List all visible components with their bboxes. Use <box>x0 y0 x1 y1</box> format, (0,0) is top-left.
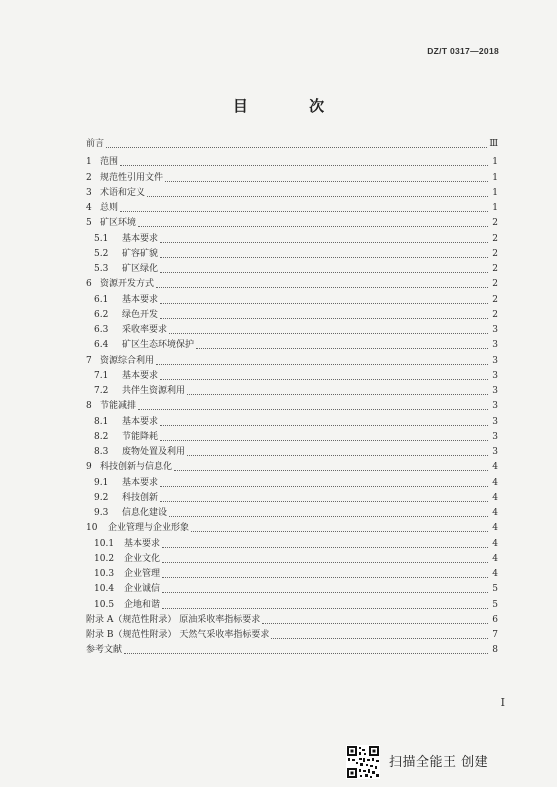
toc-entry-page: 4 <box>492 553 498 564</box>
toc-leader-dots <box>162 569 488 578</box>
toc-entry <box>86 201 498 216</box>
toc-entry-label: 矿容矿貌 <box>122 248 159 259</box>
toc-entry-page: 3 <box>492 370 498 381</box>
toc-entry <box>86 628 498 643</box>
toc-leader-dots <box>160 432 488 441</box>
toc-leader-dots <box>160 493 488 502</box>
toc-entry-page: 1 <box>492 187 498 198</box>
toc-entry <box>86 308 498 323</box>
toc-entry <box>86 323 498 338</box>
toc-entry-label: 基本要求 <box>122 233 159 244</box>
toc-entry-number: 10.3 <box>94 569 115 579</box>
toc-entry <box>86 399 498 414</box>
toc-entry-label: 采收率要求 <box>122 325 168 335</box>
toc-entry-page: 4 <box>492 538 498 549</box>
toc-leader-dots <box>138 218 488 227</box>
toc-leader-dots <box>271 630 488 639</box>
toc-entry-page: 6 <box>492 614 498 625</box>
toc-entry-label: 企业管理与企业形象 <box>108 523 190 534</box>
toc-entry-label: 前言 <box>86 139 105 149</box>
toc-entry-number: 8.1 <box>94 416 109 427</box>
toc-leader-dots <box>160 478 488 487</box>
toc-entry <box>86 354 498 369</box>
toc-entry <box>86 460 498 475</box>
toc-entry-page: 2 <box>492 309 498 320</box>
toc-entry-page: 2 <box>492 248 498 259</box>
toc-entry-number: 4 <box>86 203 92 213</box>
toc-entry-number: 10.5 <box>94 599 115 610</box>
toc-entry-label: 资源开发方式 <box>100 279 155 290</box>
toc-entry-label: 节能减排 <box>100 401 137 412</box>
toc-leader-dots <box>191 523 488 532</box>
toc-entry <box>86 552 498 567</box>
toc-entry-number: 5.1 <box>94 233 109 244</box>
toc-entry <box>86 155 498 170</box>
toc-entry-page: 3 <box>492 447 498 457</box>
page-number: Ⅰ <box>500 696 505 709</box>
toc-leader-dots <box>196 340 488 349</box>
toc-entry-page: 3 <box>492 355 498 366</box>
toc-entry <box>86 567 498 582</box>
toc-entry-number: 5.2 <box>94 248 109 259</box>
toc-entry <box>86 598 498 613</box>
toc-entry-page: 2 <box>492 264 498 274</box>
toc-entry-label: 资源综合利用 <box>100 355 155 366</box>
toc-entry-number: 6.1 <box>94 294 109 305</box>
toc-entry-label: 基本要求 <box>124 538 161 549</box>
toc-entry-number: 8.2 <box>94 431 109 442</box>
toc-entry-page: 3 <box>492 325 498 335</box>
toc-entry-page: 5 <box>492 599 498 610</box>
toc-entry-label: 术语和定义 <box>100 187 146 198</box>
toc-entry <box>86 415 498 430</box>
toc-entry-page: 3 <box>492 340 498 351</box>
toc-entry-page: 3 <box>492 386 498 396</box>
toc-entry <box>86 582 498 597</box>
toc-leader-dots <box>162 584 488 593</box>
toc-entry-number: 7.1 <box>94 370 109 381</box>
toc-leader-dots <box>120 157 488 166</box>
toc-entry-page: 2 <box>492 218 498 229</box>
toc-entry-page: 1 <box>492 172 498 183</box>
toc-entry <box>86 445 498 460</box>
toc-entry-page: 8 <box>492 645 498 656</box>
toc-entry-number: 10.2 <box>94 553 115 564</box>
toc-entry <box>86 262 498 277</box>
toc-entry-number: 5 <box>86 218 92 229</box>
toc-entry-number: 7 <box>86 355 92 366</box>
toc-entry <box>86 216 498 231</box>
toc-leader-dots <box>156 279 488 288</box>
toc-entry-page: 2 <box>492 279 498 290</box>
toc-leader-dots <box>162 554 488 563</box>
toc-entry-number: 3 <box>86 187 92 198</box>
toc-entry <box>86 643 498 658</box>
toc-entry <box>86 247 498 262</box>
toc-entry <box>86 476 498 491</box>
toc-leader-dots <box>162 539 488 548</box>
toc-entry-label: 节能降耗 <box>122 431 159 442</box>
toc-entry-page: 2 <box>492 233 498 244</box>
toc-entry-label: 附录 B（规范性附录） 天然气采收率指标要求 <box>86 630 270 640</box>
toc-entry-label: 基本要求 <box>122 416 159 427</box>
toc-entry-number: 9.1 <box>94 477 109 488</box>
toc-leader-dots <box>160 310 488 319</box>
toc-entry <box>86 613 498 628</box>
toc-leader-dots <box>169 325 488 334</box>
toc-entry-page: 3 <box>492 431 498 442</box>
toc-entry <box>86 537 498 552</box>
toc-entry-label: 共伴生资源利用 <box>122 386 186 396</box>
toc-entry <box>86 338 498 353</box>
toc-entry <box>86 293 498 308</box>
standard-code: DZ/T 0317—2018 <box>427 46 499 56</box>
toc-entry-label: 规范性引用文件 <box>100 172 164 183</box>
toc-entry-number: 9 <box>86 462 92 473</box>
toc-entry-number: 6.4 <box>94 340 109 351</box>
toc-entry <box>86 232 498 247</box>
toc-leader-dots <box>162 600 488 609</box>
table-of-contents <box>86 137 498 659</box>
toc-entry-number: 10.1 <box>94 538 115 549</box>
toc-entry-label: 范围 <box>100 157 119 168</box>
toc-entry-label: 企业管理 <box>124 569 161 579</box>
toc-entry-label: 信息化建设 <box>122 508 168 518</box>
qr-code-icon <box>346 745 380 779</box>
toc-entry-label: 矿区环境 <box>100 218 137 229</box>
toc-leader-dots <box>187 386 488 395</box>
toc-entry-number: 9.2 <box>94 492 109 503</box>
toc-leader-dots <box>174 462 488 471</box>
toc-leader-dots <box>106 139 487 148</box>
toc-entry-page: Ⅲ <box>489 139 498 149</box>
toc-leader-dots <box>138 401 488 410</box>
toc-entry-page: 4 <box>492 508 498 518</box>
toc-leader-dots <box>160 371 488 380</box>
toc-entry-page: 4 <box>492 477 498 488</box>
toc-entry <box>86 506 498 521</box>
toc-entry-number: 6.2 <box>94 309 109 320</box>
toc-entry-number: 2 <box>86 172 92 183</box>
toc-entry-page: 3 <box>492 416 498 427</box>
toc-entry-label: 附录 A（规范性附录） 原油采收率指标要求 <box>86 614 261 625</box>
toc-entry <box>86 430 498 445</box>
toc-leader-dots <box>187 447 488 456</box>
toc-entry <box>86 384 498 399</box>
toc-entry <box>86 521 498 536</box>
toc-entry <box>86 137 498 152</box>
toc-entry-label: 企业诚信 <box>124 584 161 595</box>
toc-entry-label: 废物处置及利用 <box>122 447 186 457</box>
page-title: 目 次 <box>232 97 353 115</box>
toc-entry-page: 4 <box>492 569 498 579</box>
toc-leader-dots <box>165 173 488 182</box>
toc-leader-dots <box>124 645 488 654</box>
toc-entry-page: 4 <box>492 462 498 473</box>
toc-entry-label: 企地和谐 <box>124 599 161 610</box>
toc-entry-label: 绿色开发 <box>122 309 159 320</box>
toc-leader-dots <box>156 356 488 365</box>
toc-leader-dots <box>160 295 488 304</box>
toc-entry <box>86 369 498 384</box>
toc-entry-number: 5.3 <box>94 264 109 274</box>
toc-entry-label: 矿区绿化 <box>122 264 159 274</box>
toc-entry-number: 6 <box>86 279 92 290</box>
toc-entry-label: 科技创新 <box>122 492 159 503</box>
toc-entry-page: 2 <box>492 294 498 305</box>
toc-entry-label: 基本要求 <box>122 370 159 381</box>
scanner-watermark: 扫描全能王 创建 <box>389 755 489 770</box>
toc-leader-dots <box>169 508 488 517</box>
toc-entry-label: 基本要求 <box>122 477 159 488</box>
toc-entry-label: 科技创新与信息化 <box>100 462 173 473</box>
toc-entry <box>86 171 498 186</box>
toc-entry-number: 8 <box>86 401 92 412</box>
toc-entry <box>86 186 498 201</box>
toc-entry-label: 矿区生态环境保护 <box>122 340 195 351</box>
toc-entry <box>86 491 498 506</box>
toc-leader-dots <box>120 203 488 212</box>
toc-leader-dots <box>160 264 488 273</box>
toc-entry-page: 1 <box>492 203 498 213</box>
toc-entry <box>86 277 498 292</box>
toc-entry-label: 企业文化 <box>124 553 161 564</box>
toc-entry-number: 6.3 <box>94 325 109 335</box>
toc-entry-number: 8.3 <box>94 447 109 457</box>
toc-leader-dots <box>160 417 488 426</box>
toc-leader-dots <box>262 615 488 624</box>
toc-entry-label: 总则 <box>100 203 119 213</box>
toc-entry-number: 10.4 <box>94 584 115 595</box>
toc-entry-number: 10 <box>86 523 98 534</box>
toc-leader-dots <box>160 249 488 258</box>
toc-entry-label: 参考文献 <box>86 645 123 656</box>
toc-leader-dots <box>147 188 488 197</box>
toc-entry-label: 基本要求 <box>122 294 159 305</box>
toc-entry-number: 7.2 <box>94 386 109 396</box>
toc-entry-page: 1 <box>492 157 498 168</box>
toc-entry-page: 4 <box>492 492 498 503</box>
toc-leader-dots <box>160 234 488 243</box>
toc-entry-number: 1 <box>86 157 92 168</box>
toc-entry-page: 7 <box>492 630 498 640</box>
toc-entry-number: 9.3 <box>94 508 109 518</box>
toc-entry-page: 3 <box>492 401 498 412</box>
toc-entry-page: 4 <box>492 523 498 534</box>
toc-entry-page: 5 <box>492 584 498 595</box>
